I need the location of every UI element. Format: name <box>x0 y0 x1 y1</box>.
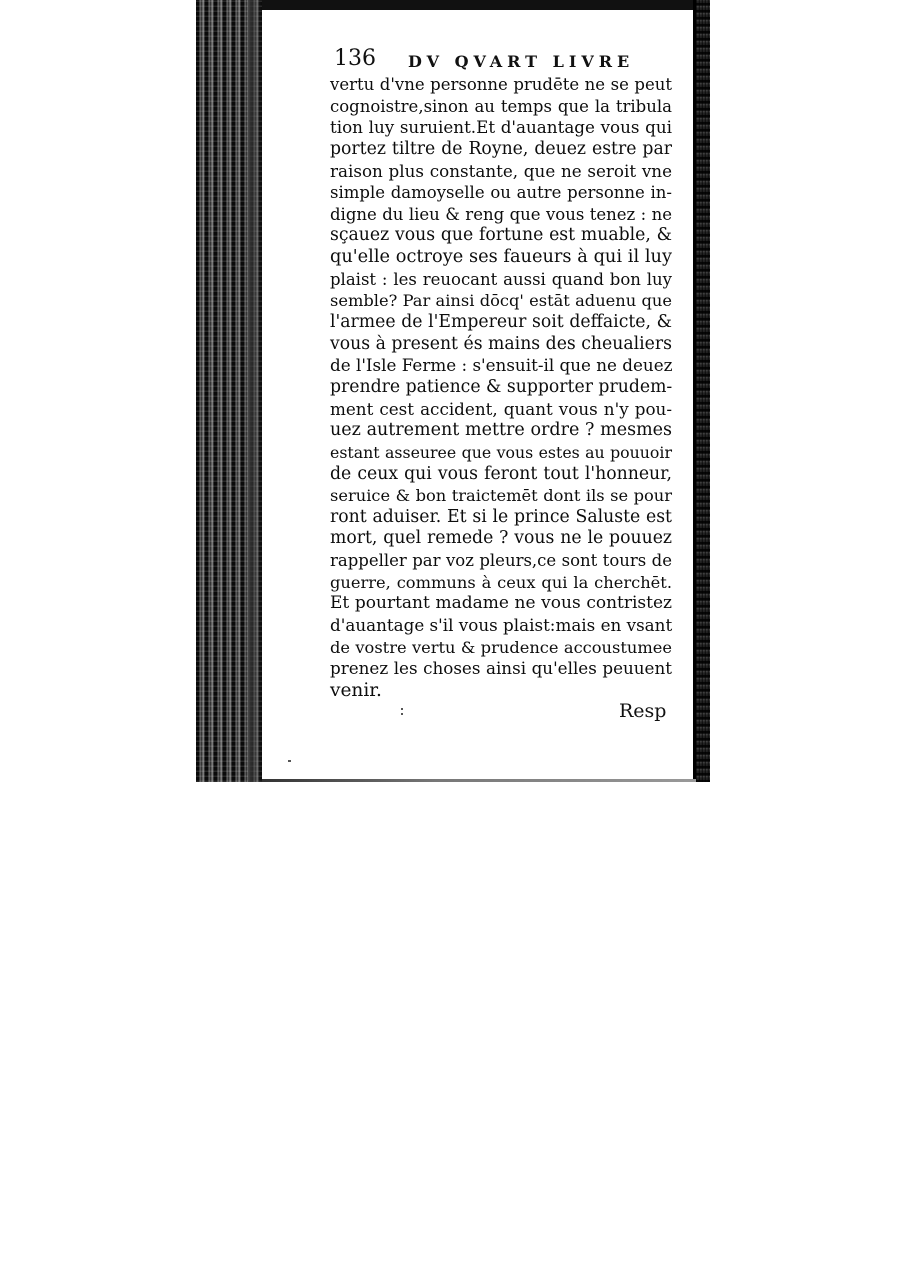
text-line: prenez les choses ainsi qu'elles peuuent <box>330 658 672 679</box>
text-line: tion luy suruient.Et d'auantage vous qui <box>330 117 672 138</box>
text-line: Et pourtant madame ne vous contristez <box>330 593 672 614</box>
text-line: cognoistre,sinon au temps que la tribula <box>330 96 672 116</box>
scanned-page <box>196 0 710 782</box>
text-line: raison plus constante, que ne seroit vne <box>330 160 672 181</box>
text-line: ront aduiser. Et si le prince Saluste est <box>330 506 672 527</box>
running-title: DV QVART LIVRE <box>408 52 635 71</box>
book-spine-edge <box>196 0 262 782</box>
text-line: seruice & bon traictemēt dont ils se pour <box>330 486 672 506</box>
scan-speck <box>401 713 403 715</box>
text-line: semble? Par ainsi dōcq' estāt aduenu que <box>330 291 672 311</box>
text-line: vertu d'vne personne prudēte ne se peut <box>330 75 672 94</box>
scan-speck <box>288 760 291 762</box>
text-line: uez autrement mettre ordre ? mesmes <box>330 420 672 441</box>
text-line: de ceux qui vous feront tout l'honneur, <box>330 463 672 484</box>
text-line: prendre patience & supporter prudem- <box>330 376 673 397</box>
text-line: vous à present és mains des cheualiers <box>330 333 672 354</box>
text-line: l'armee de l'Empereur soit deffaicte, & <box>330 312 672 333</box>
text-line: d'auantage s'il vous plaist:mais en vsant <box>330 615 673 636</box>
body-text <box>330 74 672 702</box>
text-line: mort, quel remede ? vous ne le pouuez <box>330 528 672 549</box>
page-number: 136 <box>334 46 376 71</box>
text-line: rappeller par voz pleurs,ce sont tours de <box>330 551 672 571</box>
text-line: venir. <box>330 679 382 701</box>
text-line: sçauez vous que fortune est muable, & <box>330 225 672 246</box>
text-line: plaist : les reuocant aussi quand bon luy <box>330 269 672 289</box>
text-line: de vostre vertu & prudence accoustumee <box>330 637 672 657</box>
page-fore-edge <box>696 0 710 782</box>
text-line: simple damoyselle ou autre personne in- <box>330 183 672 203</box>
text-line: guerre, communs à ceux qui la cherchēt. <box>330 572 672 592</box>
page-header <box>334 44 674 74</box>
text-line: de l'Isle Ferme : s'ensuit-il que ne deuez <box>330 355 673 376</box>
text-line: estant asseuree que vous estes au pouuoir <box>330 442 672 462</box>
scan-top-edge <box>196 0 710 10</box>
scan-speck <box>401 708 403 710</box>
catchword: Resp <box>619 700 667 722</box>
text-line: digne du lieu & reng que vous tenez : ne <box>330 204 672 224</box>
page-bottom-edge <box>262 779 696 782</box>
text-line: qu'elle octroye ses faueurs à qui il luy <box>330 247 672 268</box>
text-line: ment cest accident, quant vous n'y pou- <box>330 398 672 419</box>
text-line: portez tiltre de Royne, deuez estre par <box>330 138 672 159</box>
